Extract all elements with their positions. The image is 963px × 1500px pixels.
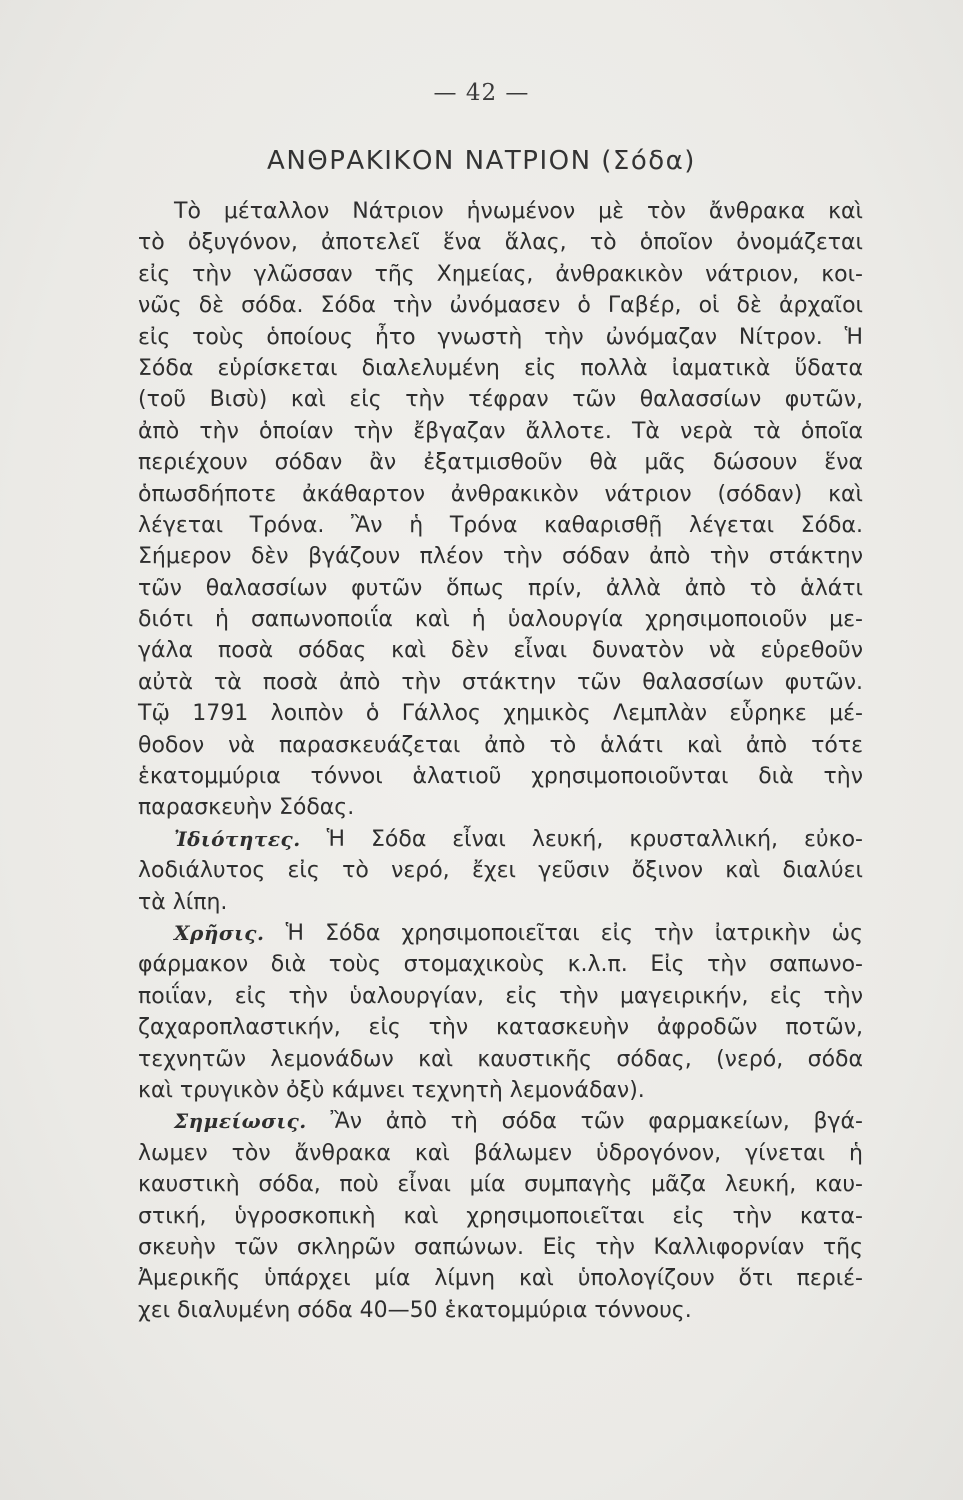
- text-line: ἑκατομμύρια τόννοι ἁλατιοῦ χρησιμοποιοῦνται διὰ τὴν: [138, 764, 863, 790]
- chapter-title: ΑΝΘΡΑΚΙΚΟΝ ΝΑΤΡΙΟΝ (Σόδα): [267, 146, 696, 176]
- text-line: Σόδα εὑρίσκεται διαλελυμένη εἰς πολλὰ ἰαματικὰ ὕδατα: [138, 355, 863, 381]
- page-number: — 42 —: [433, 80, 530, 106]
- note-line: [138, 1106, 863, 1137]
- text-line: αὐτὰ τὰ ποσὰ ἀπὸ τὴν στάκτην τῶν θαλασσίων φυτῶν.: [138, 669, 863, 695]
- uses-text: Ἡ Σόδα χρησιμοποιεῖται εἰς τὴν ἰατρικὴν ὡς: [285, 920, 863, 946]
- uses-heading: Χρῆσις.: [174, 920, 265, 945]
- text-line: ἀπὸ τὴν ὁποίαν τὴν ἔβγαζαν ἄλλοτε. Τὰ νερὰ τὰ ὁποῖα: [138, 418, 863, 444]
- text-line: νῶς δὲ σόδα. Σόδα τὴν ὠνόμασεν ὁ Γαβέρ, οἱ δὲ ἀρχαῖοι: [138, 293, 863, 319]
- text-line: παρασκευὴν Σόδας.: [138, 795, 355, 821]
- text-line: γάλα ποσὰ σόδας καὶ δὲν εἶναι δυνατὸν νὰ εὑρεθοῦν: [138, 638, 863, 664]
- text-line: Σήμερον δὲν βγάζουν πλέον τὴν σόδαν ἀπὸ τὴν στάκτην: [138, 544, 863, 570]
- text-line: καὶ τρυγικὸν ὀξὺ κάμνει τεχνητὴ λεμονάδαν).: [138, 1077, 645, 1103]
- text-line: λέγεται Τρόνα. Ἂν ἡ Τρόνα καθαρισθῇ λέγεται Σόδα.: [138, 512, 863, 538]
- text-line: φάρμακον διὰ τοὺς στομαχικοὺς κ.λ.π. Εἰς τὴν σαπωνο-: [138, 952, 863, 978]
- note-text: Ἂν ἀπὸ τὴ σόδα τῶν φαρμακείων, βγά-: [330, 1109, 863, 1135]
- text-line: Τῷ 1791 λοιπὸν ὁ Γάλλος χημικὸς Λεμπλὰν εὗρηκε μέ-: [138, 701, 863, 727]
- text-line: Τὸ μέταλλον Νάτριον ἡνωμένον μὲ τὸν ἄνθρακα καὶ: [174, 199, 863, 224]
- text-line: διότι ἡ σαπωνοποιΐα καὶ ἡ ὑαλουργία χρησιμοποιοῦν με-: [138, 607, 863, 633]
- text-line: λωμεν τὸν ἄνθρακα καὶ βάλωμεν ὑδρογόνον, γίνεται ἡ: [138, 1140, 863, 1166]
- text-line: τεχνητῶν λεμονάδων καὶ καυστικῆς σόδας, (νερό, σόδα: [138, 1046, 863, 1072]
- text-line: εἰς τοὺς ὁποίους ἦτο γνωστὴ τὴν ὠνόμαζαν Νίτρον. Ἡ: [138, 324, 863, 350]
- properties-text: Ἡ Σόδα εἶναι λευκή, κρυσταλλική, εὐκο-: [326, 826, 863, 852]
- text-line: στική, ὑγροσκοπικὴ καὶ χρησιμοποιεῖται εἰς τὴν κατα-: [138, 1203, 863, 1229]
- text-line: τὰ λίπη.: [138, 889, 228, 915]
- properties-heading: Ἰδιότητες.: [174, 826, 301, 851]
- text-line: λοδιάλυτος εἰς τὸ νερό, ἔχει γεῦσιν ὄξινον καὶ διαλύει: [138, 858, 863, 884]
- uses-line: [138, 918, 863, 949]
- text-line: τὸ ὀξυγόνον, ἀποτελεῖ ἕνα ἅλας, τὸ ὁποῖον ὀνομάζεται: [138, 230, 863, 256]
- text-line: ὁπωσδήποτε ἀκάθαρτον ἀνθρακικὸν νάτριον (σόδαν) καὶ: [138, 481, 863, 507]
- body-text: [138, 196, 863, 1326]
- text-line: Ἀμερικῆς ὑπάρχει μία λίμνη καὶ ὑπολογίζουν ὅτι περιέ-: [138, 1266, 863, 1292]
- properties-line: [138, 824, 863, 855]
- text-line: καυστικὴ σόδα, ποὺ εἶναι μία συμπαγὴς μᾶζα λευκή, καυ-: [138, 1172, 863, 1198]
- text-line: σκευὴν τῶν σκληρῶν σαπώνων. Εἰς τὴν Καλλιφορνίαν τῆς: [138, 1234, 863, 1260]
- text-line: (τοῦ Βισὺ) καὶ εἰς τὴν τέφραν τῶν θαλασσίων φυτῶν,: [138, 387, 863, 413]
- text-line: εἰς τὴν γλῶσσαν τῆς Χημείας, ἀνθρακικὸν νάτριον, κοι-: [138, 261, 863, 287]
- text-line: θοδον νὰ παρασκευάζεται ἀπὸ τὸ ἁλάτι καὶ ἀπὸ τότε: [138, 732, 863, 758]
- text-line: ποιΐαν, εἰς τὴν ὑαλουργίαν, εἰς τὴν μαγειρικήν, εἰς τὴν: [138, 983, 863, 1009]
- text-line: τῶν θαλασσίων φυτῶν ὅπως πρίν, ἀλλὰ ἀπὸ τὸ ἁλάτι: [138, 575, 863, 601]
- text-line: περιέχουν σόδαν ἂν ἐξατμισθοῦν θὰ μᾶς δώσουν ἕνα: [138, 450, 863, 476]
- text-line: χει διαλυμένη σόδα 40—50 ἑκατομμύρια τόννους.: [138, 1297, 692, 1323]
- text-line: ζαχαροπλαστικήν, εἰς τὴν κατασκευὴν ἀφροδῶν ποτῶν,: [138, 1015, 863, 1041]
- note-heading: Σημείωσις.: [174, 1109, 307, 1134]
